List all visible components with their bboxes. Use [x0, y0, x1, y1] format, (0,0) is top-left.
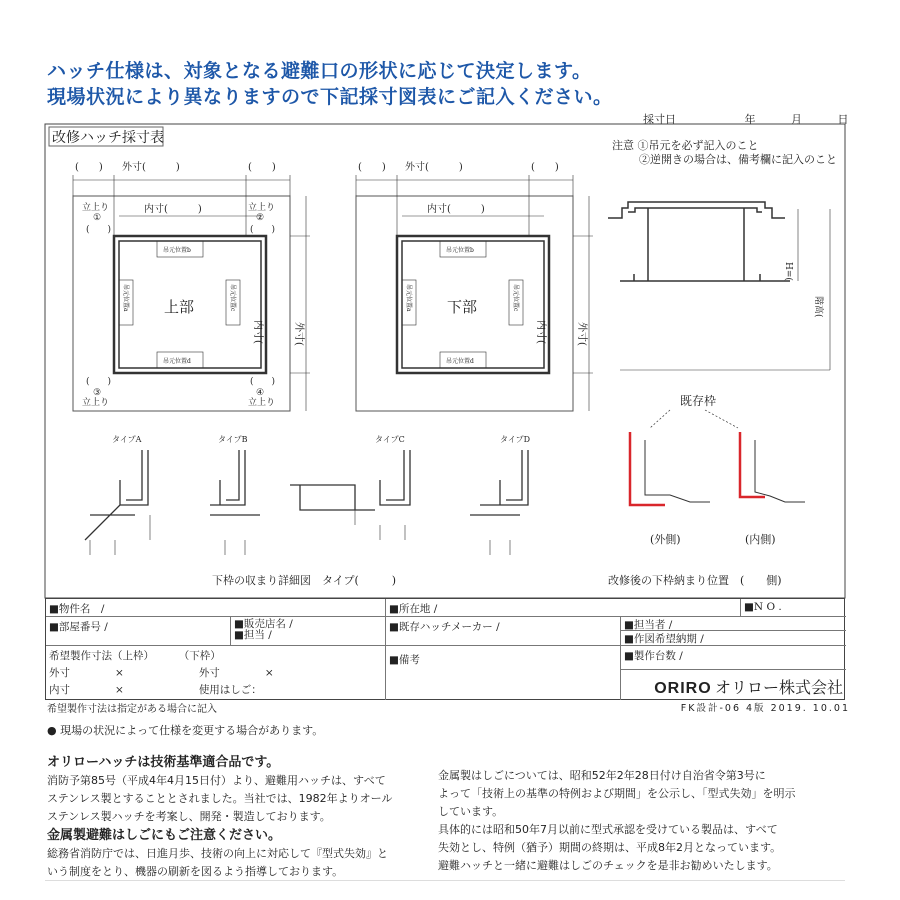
company-logo — [621, 670, 846, 700]
staff-field[interactable]: ■担当者 / — [621, 617, 846, 631]
drawing-label: 吊元位置c — [229, 284, 236, 312]
drawing-label: 外寸( ) — [122, 162, 180, 173]
paragraph-line: 避難ハッチと一緒に避難はしごのチェックを是非お勧めいたします。 — [438, 859, 778, 872]
h-label: H=( — [783, 262, 793, 281]
quantity-field[interactable]: ■製作台数 / — [621, 646, 846, 670]
month-label: 月 — [791, 113, 802, 126]
drawing-label: 内寸( ) — [144, 204, 202, 215]
x-mark: × — [264, 667, 274, 679]
x-mark: × — [115, 667, 124, 679]
day-label: 日 — [837, 113, 849, 126]
drawing-label: 内寸( — [252, 320, 263, 344]
floor-height-label: 階高( — [813, 296, 823, 318]
drawing-label: ( ) — [358, 162, 386, 173]
inside-label: (内側) — [745, 533, 776, 546]
drawing-label: 外寸( — [576, 322, 587, 346]
drawing-label: 内寸( — [535, 320, 546, 344]
drawing-label: ③ — [93, 388, 102, 398]
room-number-field[interactable]: ■部屋番号 / — [46, 617, 231, 646]
existing-frame-label: 既存枠 — [680, 394, 717, 408]
headline-line2: 現場状況により異なりますので下記採寸図表にご記入ください。 — [47, 86, 613, 108]
year-label: 年 — [744, 113, 756, 126]
paragraph-line: 総務省消防庁では、日進月歩、技術の向上に対応して『型式失効』と — [47, 847, 388, 860]
left-column — [47, 753, 392, 881]
drawing-label: 吊元位置b — [163, 247, 191, 254]
section-view — [608, 202, 830, 370]
right-column — [438, 767, 796, 875]
drawing-label: 吊元位置d — [446, 358, 474, 365]
drawing-label: ① — [93, 213, 102, 223]
x-mark: × — [115, 684, 124, 696]
drawing-label: タイプC — [375, 435, 405, 444]
drawing-label: タイプB — [218, 435, 248, 444]
drawing-label: 内寸( ) — [427, 204, 485, 215]
drawing-label: ( ) — [86, 377, 112, 387]
ladder-label: 使用はしご： — [198, 684, 262, 696]
headline-line1: ハッチ仕様は、対象となる避難口の形状に応じて決定します。 — [47, 60, 592, 82]
paragraph-line: しています。 — [438, 805, 504, 818]
bottom-divider — [45, 880, 845, 881]
position-caption: 改修後の下枠納まり位置 ( 側) — [608, 574, 782, 587]
drawing-label: 立上り — [82, 398, 110, 408]
drawing-label: 立上り — [248, 398, 276, 408]
drawing-label: 吊元位置b — [446, 247, 474, 254]
lower-plan-labels — [358, 160, 589, 365]
heading-ladder-caution: 金属製避難はしごにもご注意ください。 — [47, 828, 282, 843]
paragraph-line: 失効とし、特例（猶予）期間の終期は、平成8年2月となっています。 — [438, 841, 782, 854]
outer-label: 外寸 — [49, 667, 70, 679]
drawing-label: 吊元位置d — [163, 358, 191, 365]
paragraph-line: 消防予第85号（平成4年4月15日付）より、避難用ハッチは、すべて — [47, 774, 386, 787]
desired-lower-label: （下枠） — [184, 650, 221, 662]
dealer-label: ■販売店名 / — [234, 618, 293, 630]
paragraph-line: 金属製はしごについては、昭和52年2年28日付け自治省令第3号に — [438, 769, 766, 782]
drawing-label: ( ) — [75, 162, 103, 173]
paragraph-line: ステンレス製ハッチを考案し、開発・製造しております。 — [47, 810, 331, 823]
drawing-label: 外寸( ) — [405, 162, 463, 173]
paragraph-line: いう制度をとり、機器の刷新を図るよう指導しております。 — [47, 865, 344, 878]
drawing-label: 上部 — [164, 298, 195, 316]
outside-label: (外側) — [650, 533, 681, 546]
number-field[interactable]: ■N O . — [741, 599, 846, 617]
drawing-label: タイプA — [112, 435, 142, 444]
version-label: FK設計-06 4版 2019. 10.01 — [680, 703, 850, 714]
drawing-label: タイプD — [500, 435, 531, 444]
brand-logo: ORIRO — [654, 680, 712, 697]
upper-plan-labels — [75, 160, 306, 408]
property-name-field[interactable]: ■物件名 / — [46, 599, 386, 617]
note-1: 注意 ①吊元を必ず記入のこと — [612, 139, 759, 152]
desired-size-field[interactable] — [46, 646, 386, 700]
drawing-label: ( ) — [531, 162, 559, 173]
survey-date-label: 採寸日 — [643, 113, 676, 126]
dealer-staff-label: ■担当 / — [234, 629, 272, 641]
detail-caption: 下枠の収まり詳細図 タイプ( ) — [212, 574, 397, 587]
paragraph-line: ステンレス製とすることとされました。当社では、1982年よりオール — [47, 792, 393, 805]
order-table — [45, 598, 845, 700]
existing-maker-field[interactable]: ■既存ハッチメーカー / — [386, 617, 621, 646]
drawing-label: ② — [256, 213, 265, 223]
paragraph-line: よって「技術上の基準の特例および期間」を公示し、「型式失効」を明示 — [438, 787, 796, 800]
type-labels — [112, 435, 530, 444]
drawing-label: ( ) — [86, 225, 112, 235]
drawing-label: ( ) — [250, 377, 276, 387]
notice-bullet: ● 現場の状況によって仕様を変更する場合があります。 — [47, 724, 324, 737]
desired-upper-label: 希望製作寸法（上枠） — [49, 650, 154, 662]
inner-label: 内寸 — [49, 684, 70, 696]
outer-lower-label: 外寸 — [198, 667, 220, 679]
location-field[interactable]: ■所在地 / — [386, 599, 741, 617]
footer-note: 希望製作寸法は指定がある場合に記入 — [47, 704, 217, 715]
drawing-label: ( ) — [248, 162, 276, 173]
remarks-field[interactable]: ■備考 — [386, 646, 621, 700]
due-date-field[interactable]: ■作図希望納期 / — [621, 631, 846, 646]
drawing-label: 吊元位置a — [405, 284, 412, 312]
paragraph-line: 具体的には昭和50年7月以前に型式承認を受けている製品は、すべて — [438, 823, 778, 836]
drawing-label: 吊元位置a — [122, 284, 129, 312]
note-2: ②逆開きの場合は、備考欄に記入のこと — [639, 153, 837, 166]
drawing-label: 外寸( — [293, 322, 304, 346]
drawing-label: 立上り — [82, 203, 110, 213]
form-title: 改修ハッチ採寸表 — [52, 130, 164, 146]
drawing-label: 下部 — [447, 298, 478, 316]
drawing-label: 吊元位置c — [512, 284, 519, 312]
position-views — [630, 410, 805, 505]
type-details — [85, 450, 528, 555]
drawing-label: 立上り — [248, 203, 276, 213]
heading-compliance: オリローハッチは技術基準適合品です。 — [47, 755, 280, 770]
drawing-label: ④ — [256, 388, 265, 398]
drawing-label: ( ) — [250, 225, 276, 235]
dealer-field[interactable] — [231, 617, 386, 646]
company-name: オリロー株式会社 — [714, 678, 843, 697]
